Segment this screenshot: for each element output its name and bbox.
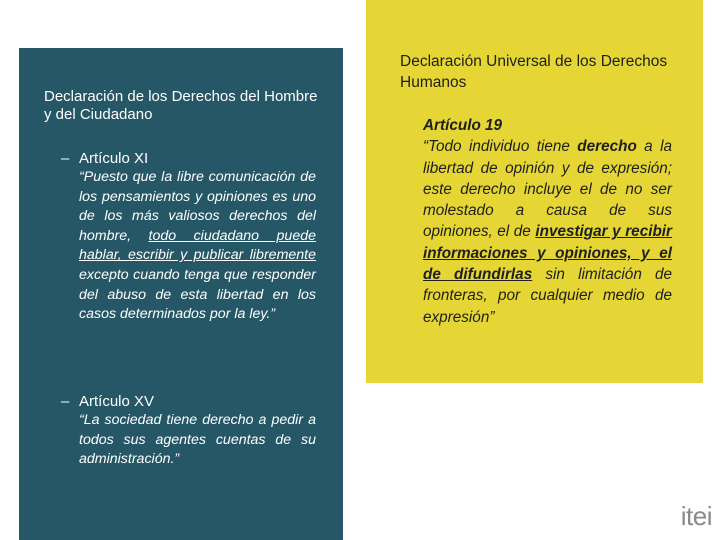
article-xi-text-part1: “Puesto que la libre comunicación de los pensamientos y opiniones es uno de los más valiosos derechos del hombre, [79,169,316,244]
article-19-text-part3: sin limitación de fronteras, por cualquier medio de expresión” [423,266,672,326]
article-xi-text-part2: excepto cuando tenga que responder del abuso de esta libertad en los casos determinados por la ley.” [79,266,316,323]
left-panel-french-declaration [19,48,343,540]
article-19-heading: Artículo 19 [423,117,503,134]
article-xv-heading: Artículo XV [79,393,155,410]
article-19-text-part2: a la libertad de opinión y de expresión; este derecho incluye el de no ser molestado a causa de sus opiniones, el de [423,138,672,241]
right-panel-title: Declaración Universal de los Derechos Humanos [400,53,668,91]
itei-logo: itei [680,501,712,531]
right-panel-universal-declaration [366,0,703,383]
article-xi-text [79,168,316,325]
article-xv-text: “La sociedad tiene derecho a pedir a todos sus agentes cuentas de su administración.” [79,412,316,468]
article-19 [423,115,672,328]
article-xi [61,150,316,325]
bullet-dash: – [61,393,70,410]
article-xi-text-underlined: todo ciudadano puede hablar, escribir y publicar libremente [79,227,316,264]
article-xv [61,393,316,470]
article-xi-heading: Artículo XI [79,150,149,167]
article-xi-heading-row [61,150,316,168]
article-19-text-bold: derecho [577,138,637,156]
article-19-text [423,136,672,328]
article-19-text-part1: “Todo individuo tiene [423,138,578,156]
left-panel-title: Declaración de los Derechos del Hombre y del Ciudadano [44,88,318,123]
article-19-text-bold-underlined: investigar y recibir informaciones y opiniones, y el de difundirlas [423,223,672,284]
article-xv-heading-row [61,393,316,411]
bullet-dash: – [61,150,70,167]
